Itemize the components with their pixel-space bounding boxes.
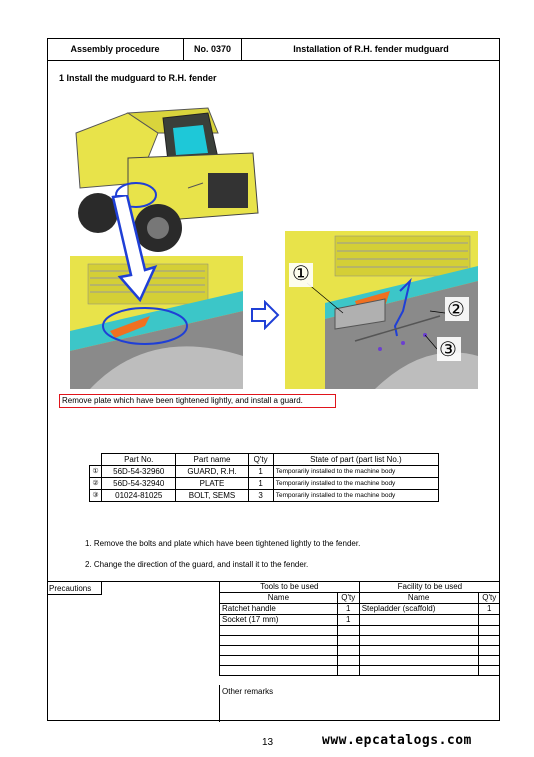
- procedure-title: Installation of R.H. fender mudguard: [293, 44, 449, 54]
- table-row: [220, 615, 501, 626]
- procedure-header: [47, 38, 500, 61]
- row-marker: ③: [90, 490, 102, 502]
- callout-3: ③: [439, 339, 457, 361]
- facility-qty: [478, 615, 500, 626]
- note-2: 2. Change the direction of the guard, and install it to the fender.: [85, 560, 309, 569]
- tools-table: [219, 582, 500, 676]
- tool-name: [220, 636, 338, 646]
- row-marker: ①: [90, 466, 102, 478]
- tools-header-row: [220, 593, 501, 604]
- table-row: [90, 466, 439, 478]
- part-no: 56D-54-32940: [102, 478, 176, 490]
- step-title: 1 Install the mudguard to R.H. fender: [59, 73, 217, 83]
- table-row: [220, 666, 501, 676]
- col-state: State of part (part list No.): [273, 454, 438, 466]
- part-qty: 1: [248, 466, 273, 478]
- procedure-number: No. 0370: [184, 38, 242, 60]
- tool-name-header: Name: [220, 593, 338, 604]
- part-qty: 1: [248, 478, 273, 490]
- tools-title: Tools to be used: [220, 582, 360, 593]
- figure-caption: Remove plate which have been tightened lightly, and install a guard.: [59, 394, 336, 408]
- table-row: [220, 604, 501, 615]
- table-row: [220, 646, 501, 656]
- part-state: Temporarily installed to the machine body: [273, 478, 438, 490]
- callout-2: ②: [447, 299, 465, 321]
- facility-name: [359, 626, 478, 636]
- part-no: 01024-81025: [102, 490, 176, 502]
- right-arrow-icon: [250, 300, 280, 330]
- tool-qty: [337, 666, 359, 676]
- facility-title: Facility to be used: [359, 582, 500, 593]
- other-remarks: Other remarks: [219, 685, 500, 722]
- part-name: PLATE: [176, 478, 248, 490]
- tool-qty: [337, 646, 359, 656]
- precautions-label: Precautions: [47, 582, 102, 595]
- part-state: Temporarily installed to the machine body: [273, 466, 438, 478]
- facility-name: [359, 636, 478, 646]
- facility-name: [359, 656, 478, 666]
- table-row: [90, 478, 439, 490]
- tool-name: [220, 666, 338, 676]
- tool-name: [220, 626, 338, 636]
- tool-name: [220, 656, 338, 666]
- facility-name-header: Name: [359, 593, 478, 604]
- parts-table-header: [90, 454, 439, 466]
- table-row: [220, 656, 501, 666]
- facility-qty: [478, 636, 500, 646]
- table-row: [90, 490, 439, 502]
- tool-qty: 1: [337, 604, 359, 615]
- facility-qty: [478, 626, 500, 636]
- tool-qty: 1: [337, 615, 359, 626]
- note-1: 1. Remove the bolts and plate which have been tightened lightly to the fender.: [85, 539, 361, 548]
- tool-name: Socket (17 mm): [220, 615, 338, 626]
- col-part-name: Part name: [176, 454, 248, 466]
- facility-name: [359, 646, 478, 656]
- facility-name: Stepladder (scaffold): [359, 604, 478, 615]
- callout-1: ①: [292, 263, 310, 285]
- tool-qty: [337, 656, 359, 666]
- tools-title-row: [220, 582, 501, 593]
- page-number: 13: [262, 737, 274, 748]
- facility-name: [359, 615, 478, 626]
- tool-qty: [337, 626, 359, 636]
- watermark-link[interactable]: www.epcatalogs.com: [322, 733, 472, 748]
- col-qty: Q'ty: [248, 454, 273, 466]
- facility-qty-header: Q'ty: [478, 593, 500, 604]
- part-name: GUARD, R.H.: [176, 466, 248, 478]
- bottom-section: [47, 581, 500, 721]
- facility-qty: 1: [478, 604, 500, 615]
- tool-qty: [337, 636, 359, 646]
- procedure-label: Assembly procedure: [47, 38, 184, 60]
- col-part-no: Part No.: [102, 454, 176, 466]
- tool-name: Ratchet handle: [220, 604, 338, 615]
- table-row: [220, 626, 501, 636]
- facility-qty: [478, 656, 500, 666]
- part-no: 56D-54-32960: [102, 466, 176, 478]
- table-row: [220, 636, 501, 646]
- truck-overview-image: [68, 103, 268, 255]
- row-marker: ②: [90, 478, 102, 490]
- parts-table: [89, 453, 439, 502]
- part-name: BOLT, SEMS: [176, 490, 248, 502]
- down-arrow-icon: [105, 195, 160, 305]
- tool-qty-header: Q'ty: [337, 593, 359, 604]
- part-state: Temporarily installed to the machine body: [273, 490, 438, 502]
- tool-name: [220, 646, 338, 656]
- facility-qty: [478, 646, 500, 656]
- facility-qty: [478, 666, 500, 676]
- part-qty: 3: [248, 490, 273, 502]
- facility-name: [359, 666, 478, 676]
